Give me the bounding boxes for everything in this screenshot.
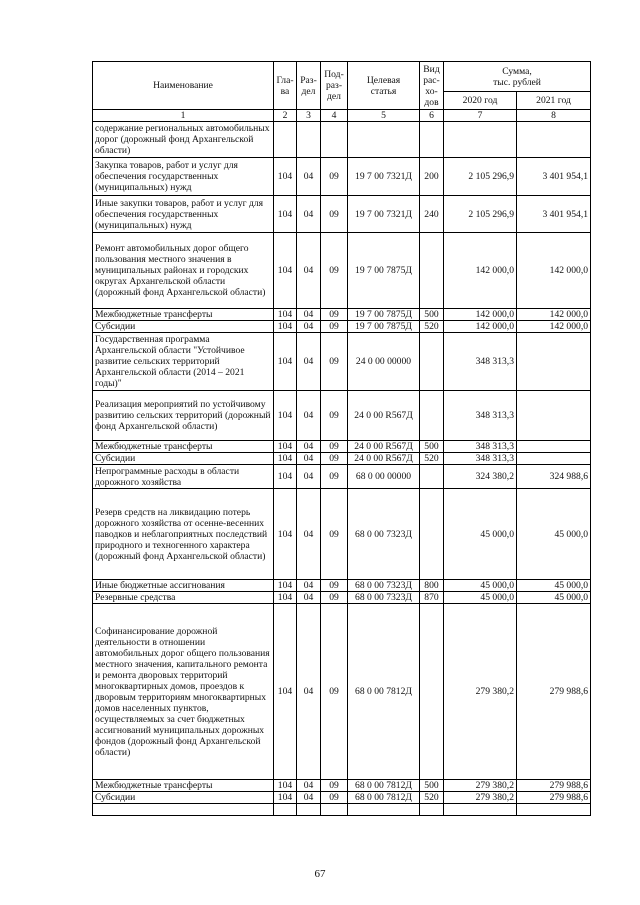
cell-2020: 2 105 296,9 — [444, 196, 517, 233]
table-row — [93, 453, 591, 465]
cell-podrazdel — [321, 804, 348, 816]
cell-razdel: 04 — [297, 309, 321, 321]
cell-glava: 104 — [274, 196, 297, 233]
cell-podrazdel: 09 — [321, 333, 348, 391]
cell-vid — [420, 333, 444, 391]
cell-glava: 104 — [274, 321, 297, 333]
table-row — [93, 792, 591, 804]
cell-vid: 500 — [420, 309, 444, 321]
cell-name: Межбюджетные трансферты — [93, 780, 274, 792]
cell-target: 19 7 00 7875Д — [348, 309, 420, 321]
cell-podrazdel: 09 — [321, 792, 348, 804]
cell-target: 68 0 00 7323Д — [348, 592, 420, 604]
cell-2020: 142 000,0 — [444, 309, 517, 321]
cell-2020: 348 313,3 — [444, 441, 517, 453]
cell-target — [348, 804, 420, 816]
cell-podrazdel: 09 — [321, 233, 348, 309]
cell-2021 — [517, 333, 591, 391]
column-number: 4 — [321, 110, 348, 122]
cell-glava — [274, 122, 297, 158]
cell-target: 68 0 00 7323Д — [348, 489, 420, 580]
table-row — [93, 196, 591, 233]
column-number: 6 — [420, 110, 444, 122]
cell-name: Межбюджетные трансферты — [93, 441, 274, 453]
cell-target: 24 0 00 R567Д — [348, 441, 420, 453]
cell-vid: 520 — [420, 792, 444, 804]
table-row — [93, 391, 591, 441]
table-row — [93, 333, 591, 391]
cell-target: 24 0 00 R567Д — [348, 391, 420, 441]
cell-vid — [420, 233, 444, 309]
cell-glava: 104 — [274, 580, 297, 592]
page-number: 67 — [314, 868, 326, 880]
cell-2020: 348 313,3 — [444, 453, 517, 465]
cell-podrazdel — [321, 122, 348, 158]
cell-2021: 142 000,0 — [517, 309, 591, 321]
cell-2021 — [517, 391, 591, 441]
header-2020: 2020 год — [444, 92, 517, 110]
cell-glava: 104 — [274, 453, 297, 465]
cell-2021 — [517, 122, 591, 158]
column-number: 2 — [274, 110, 297, 122]
header-vid: Вид рас- хо- дов — [420, 62, 444, 110]
column-number: 5 — [348, 110, 420, 122]
cell-name: Резервные средства — [93, 592, 274, 604]
cell-razdel: 04 — [297, 604, 321, 780]
cell-vid: 500 — [420, 780, 444, 792]
table-row — [93, 158, 591, 196]
cell-2021: 3 401 954,1 — [517, 158, 591, 196]
cell-name: Иные закупки товаров, работ и услуг для обеспечения государственных (муниципальных) нужд — [93, 196, 274, 233]
table-body — [93, 122, 591, 816]
cell-target: 19 7 00 7321Д — [348, 158, 420, 196]
cell-razdel: 04 — [297, 233, 321, 309]
cell-target — [348, 122, 420, 158]
column-number: 7 — [444, 110, 517, 122]
cell-glava — [274, 804, 297, 816]
cell-razdel: 04 — [297, 196, 321, 233]
table-row — [93, 780, 591, 792]
cell-name: Непрограммные расходы в области дорожного хозяйства — [93, 465, 274, 489]
cell-name — [93, 804, 274, 816]
table-row — [93, 804, 591, 816]
cell-razdel: 04 — [297, 792, 321, 804]
cell-name: Государственная программа Архангельской области "Устойчивое развитие сельских территорий Архангельской области (2014 – 2021 годы)" — [93, 333, 274, 391]
cell-vid: 520 — [420, 453, 444, 465]
cell-name: Софинансирование дорожной деятельности в отношении автомобильных дорог общего пользования местного значения, капитального ремонта и ремонта дворовых территорий многоквартирных домов, проездов к дворовым территориям многоквартирных домов населенных пунктов, осуществляемых за счет бюджетных ассигнований муниципальных дорожных фондов (дорожный фонд Архангельской области) — [93, 604, 274, 780]
cell-vid — [420, 804, 444, 816]
cell-vid: 800 — [420, 580, 444, 592]
cell-vid: 500 — [420, 441, 444, 453]
cell-target: 24 0 00 00000 — [348, 333, 420, 391]
cell-2021 — [517, 441, 591, 453]
cell-name: Реализация мероприятий по устойчивому развитию сельских территорий (дорожный фонд Архангельской области) — [93, 391, 274, 441]
cell-2021 — [517, 453, 591, 465]
table-row — [93, 321, 591, 333]
cell-glava: 104 — [274, 780, 297, 792]
cell-2020: 45 000,0 — [444, 580, 517, 592]
cell-name: Резерв средств на ликвидацию потерь дорожного хозяйства от осенне-весенних паводков и неблагоприятных последствий природного и техногенного характера (дорожный фонд Архангельской области) — [93, 489, 274, 580]
cell-vid — [420, 604, 444, 780]
cell-podrazdel: 09 — [321, 309, 348, 321]
cell-2020: 348 313,3 — [444, 391, 517, 441]
cell-glava: 104 — [274, 391, 297, 441]
cell-vid — [420, 465, 444, 489]
cell-razdel — [297, 804, 321, 816]
table-row — [93, 465, 591, 489]
cell-name: Закупка товаров, работ и услуг для обеспечения государственных (муниципальных) нужд — [93, 158, 274, 196]
cell-podrazdel: 09 — [321, 489, 348, 580]
table-row — [93, 489, 591, 580]
cell-glava: 104 — [274, 604, 297, 780]
cell-target: 24 0 00 R567Д — [348, 453, 420, 465]
cell-2020: 279 380,2 — [444, 604, 517, 780]
cell-2021 — [517, 804, 591, 816]
table-row — [93, 592, 591, 604]
column-numbers-row — [93, 110, 591, 122]
cell-name: Субсидии — [93, 453, 274, 465]
cell-2020: 142 000,0 — [444, 233, 517, 309]
cell-vid: 520 — [420, 321, 444, 333]
cell-podrazdel: 09 — [321, 391, 348, 441]
cell-name: содержание региональных автомобильных дорог (дорожный фонд Архангельской области) — [93, 122, 274, 158]
header-target: Целевая статья — [348, 62, 420, 110]
cell-razdel — [297, 122, 321, 158]
cell-target: 68 0 00 00000 — [348, 465, 420, 489]
cell-2021: 45 000,0 — [517, 489, 591, 580]
cell-razdel: 04 — [297, 592, 321, 604]
cell-target: 68 0 00 7323Д — [348, 580, 420, 592]
cell-name: Межбюджетные трансферты — [93, 309, 274, 321]
cell-vid: 240 — [420, 196, 444, 233]
header-name: Наименование — [93, 62, 274, 110]
cell-razdel: 04 — [297, 158, 321, 196]
cell-vid — [420, 391, 444, 441]
cell-glava: 104 — [274, 333, 297, 391]
cell-razdel: 04 — [297, 489, 321, 580]
cell-podrazdel: 09 — [321, 580, 348, 592]
cell-2020: 142 000,0 — [444, 321, 517, 333]
cell-2021: 45 000,0 — [517, 592, 591, 604]
header-2021: 2021 год — [517, 92, 591, 110]
cell-glava: 104 — [274, 233, 297, 309]
cell-2020: 348 313,3 — [444, 333, 517, 391]
column-number: 1 — [93, 110, 274, 122]
cell-podrazdel: 09 — [321, 453, 348, 465]
cell-razdel: 04 — [297, 391, 321, 441]
cell-podrazdel: 09 — [321, 158, 348, 196]
cell-razdel: 04 — [297, 780, 321, 792]
cell-name: Субсидии — [93, 792, 274, 804]
cell-glava: 104 — [274, 489, 297, 580]
table-row — [93, 604, 591, 780]
cell-podrazdel: 09 — [321, 321, 348, 333]
cell-razdel: 04 — [297, 453, 321, 465]
cell-razdel: 04 — [297, 465, 321, 489]
cell-name: Ремонт автомобильных дорог общего пользования местного значения в муниципальных районах и городских округах Архангельской области (дорожный фонд Архангельской области) — [93, 233, 274, 309]
column-number: 3 — [297, 110, 321, 122]
table-row — [93, 233, 591, 309]
table-row — [93, 441, 591, 453]
cell-glava: 104 — [274, 158, 297, 196]
cell-2020: 324 380,2 — [444, 465, 517, 489]
cell-podrazdel: 09 — [321, 196, 348, 233]
cell-2020: 45 000,0 — [444, 489, 517, 580]
cell-2020: 45 000,0 — [444, 592, 517, 604]
header-podrazdel: Под- раз- дел — [321, 62, 348, 110]
cell-2021: 279 988,6 — [517, 792, 591, 804]
table-row — [93, 122, 591, 158]
cell-vid — [420, 122, 444, 158]
cell-glava: 104 — [274, 792, 297, 804]
cell-target: 68 0 00 7812Д — [348, 604, 420, 780]
cell-glava: 104 — [274, 309, 297, 321]
cell-2021: 3 401 954,1 — [517, 196, 591, 233]
cell-podrazdel: 09 — [321, 465, 348, 489]
budget-table — [92, 61, 591, 816]
table-header — [93, 62, 591, 122]
cell-target: 19 7 00 7875Д — [348, 233, 420, 309]
cell-vid: 200 — [420, 158, 444, 196]
cell-razdel: 04 — [297, 441, 321, 453]
cell-2020: 279 380,2 — [444, 792, 517, 804]
column-number: 8 — [517, 110, 591, 122]
cell-vid — [420, 489, 444, 580]
header-sum: Сумма, тыс. рублей — [444, 62, 591, 92]
cell-2020: 2 105 296,9 — [444, 158, 517, 196]
cell-glava: 104 — [274, 465, 297, 489]
cell-vid: 870 — [420, 592, 444, 604]
cell-target: 19 7 00 7875Д — [348, 321, 420, 333]
cell-2021: 45 000,0 — [517, 580, 591, 592]
cell-name: Иные бюджетные ассигнования — [93, 580, 274, 592]
cell-razdel: 04 — [297, 321, 321, 333]
header-glava: Гла- ва — [274, 62, 297, 110]
header-razdel: Раз- дел — [297, 62, 321, 110]
cell-2020: 279 380,2 — [444, 780, 517, 792]
cell-2021: 279 988,6 — [517, 780, 591, 792]
table-row — [93, 580, 591, 592]
cell-2021: 324 988,6 — [517, 465, 591, 489]
cell-razdel: 04 — [297, 333, 321, 391]
cell-2020 — [444, 122, 517, 158]
cell-2020 — [444, 804, 517, 816]
cell-2021: 279 988,6 — [517, 604, 591, 780]
cell-glava: 104 — [274, 592, 297, 604]
cell-glava: 104 — [274, 441, 297, 453]
cell-podrazdel: 09 — [321, 604, 348, 780]
cell-target: 19 7 00 7321Д — [348, 196, 420, 233]
cell-2021: 142 000,0 — [517, 233, 591, 309]
cell-target: 68 0 00 7812Д — [348, 780, 420, 792]
cell-name: Субсидии — [93, 321, 274, 333]
cell-podrazdel: 09 — [321, 780, 348, 792]
table-row — [93, 309, 591, 321]
cell-razdel: 04 — [297, 580, 321, 592]
cell-podrazdel: 09 — [321, 592, 348, 604]
cell-target: 68 0 00 7812Д — [348, 792, 420, 804]
cell-podrazdel: 09 — [321, 441, 348, 453]
cell-2021: 142 000,0 — [517, 321, 591, 333]
